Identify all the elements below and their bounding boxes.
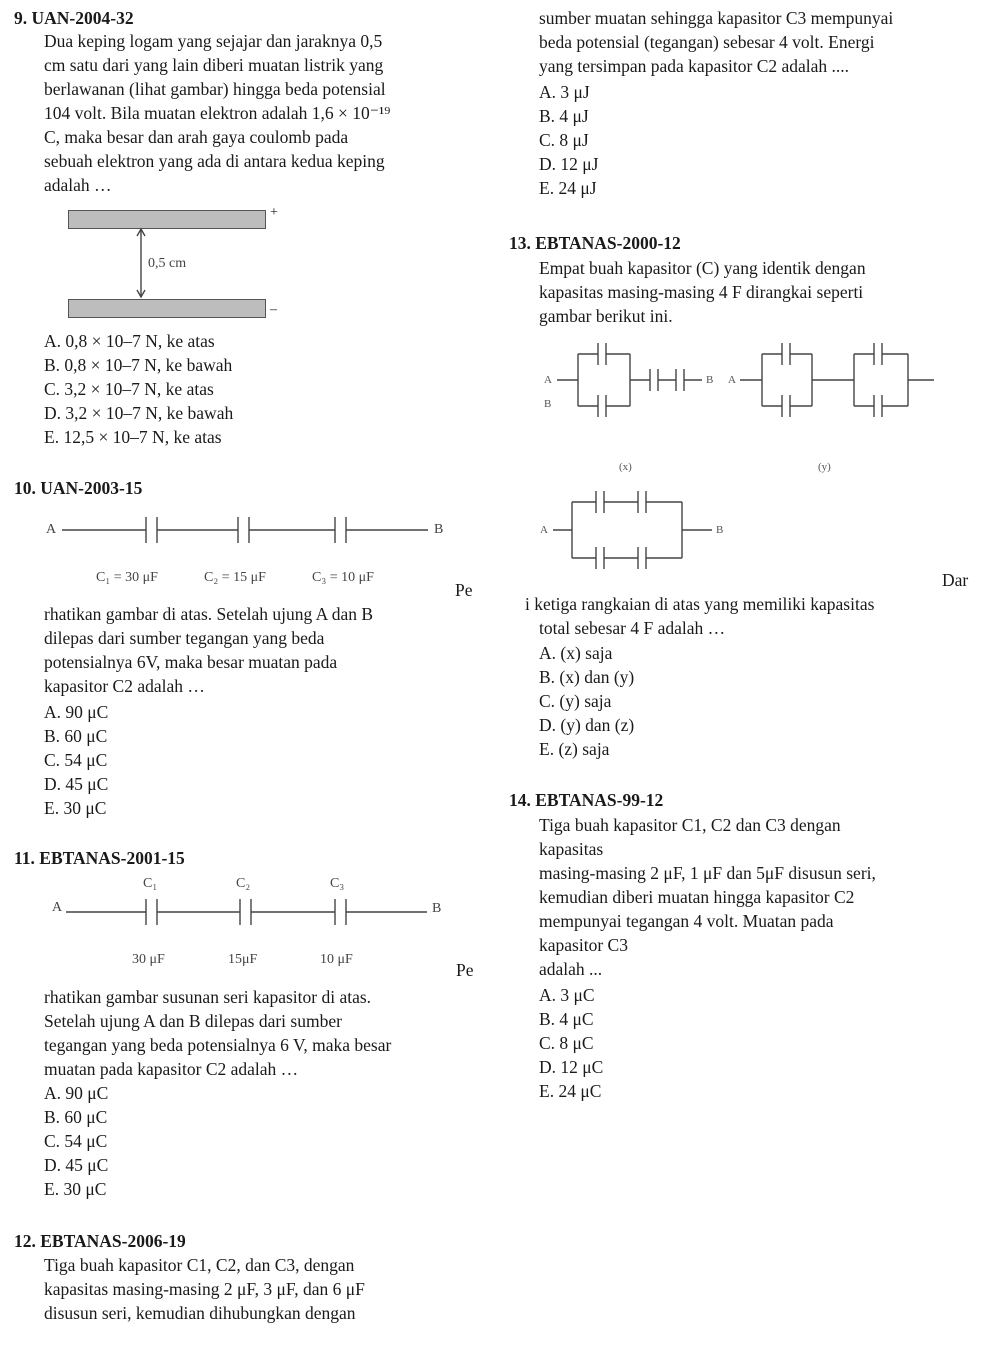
top-plate <box>68 210 266 229</box>
q13-after-line: i ketiga rangkaian di atas yang memiliki kapasitas <box>525 594 875 614</box>
z-terminal-b: B <box>716 524 724 536</box>
q9-line: adalah … <box>44 175 112 195</box>
q13-line: Empat buah kapasitor (C) yang identik dengan <box>539 258 866 278</box>
q9-line: Dua keping logam yang sejajar dan jaraknya 0,5 <box>44 31 383 51</box>
q9-option-e[interactable]: E. 12,5 × 10–7 N, ke atas <box>44 427 222 447</box>
q10-pe: Pe <box>455 580 473 600</box>
q13-dar: Dar <box>942 570 969 590</box>
label-y: (y) <box>818 461 831 473</box>
q14-option-c[interactable]: C. 8 μC <box>539 1033 594 1053</box>
q14-option-b[interactable]: B. 4 μC <box>539 1009 594 1029</box>
q13-after-line: total sebesar 4 F adalah … <box>539 618 726 638</box>
q11-option-c[interactable]: C. 54 μC <box>44 1131 108 1151</box>
q11-pe: Pe <box>456 960 474 980</box>
minus-sign: – <box>270 302 277 317</box>
bottom-plate <box>68 299 266 318</box>
q12-option-d[interactable]: D. 12 μJ <box>539 154 599 174</box>
y-terminal-a: A <box>728 374 736 386</box>
q14-line: kapasitas <box>539 839 604 859</box>
q13-option-c[interactable]: C. (y) saja <box>539 691 612 711</box>
q13-option-d[interactable]: D. (y) dan (z) <box>539 715 635 735</box>
c3-value: 10 μF <box>320 952 353 967</box>
q9-heading: 9. UAN-2004-32 <box>14 8 134 28</box>
q14-line: adalah ... <box>539 959 603 979</box>
x-terminal-a: A <box>544 374 552 386</box>
plus-sign: + <box>270 205 278 220</box>
terminal-b: B <box>432 901 442 916</box>
q11-option-b[interactable]: B. 60 μC <box>44 1107 108 1127</box>
z-terminal-a: A <box>540 524 548 536</box>
q12-line: disusun seri, kemudian dihubungkan dengan <box>44 1303 356 1323</box>
q14-option-a[interactable]: A. 3 μC <box>539 985 595 1005</box>
q13-line: gambar berikut ini. <box>539 306 673 326</box>
q10-option-a[interactable]: A. 90 μC <box>44 702 109 722</box>
q11-option-a[interactable]: A. 90 μC <box>44 1083 109 1103</box>
terminal-a: A <box>52 900 63 915</box>
q14-line: mempunyai tegangan 4 volt. Muatan pada <box>539 911 834 931</box>
label-x: (x) <box>619 461 632 473</box>
q9-option-c[interactable]: C. 3,2 × 10–7 N, ke atas <box>44 379 214 399</box>
q12-line: kapasitas masing-masing 2 μF, 3 μF, dan 6 μF <box>44 1279 365 1299</box>
q9-option-b[interactable]: B. 0,8 × 10–7 N, ke bawah <box>44 355 233 375</box>
q9-line: sebuah elektron yang ada di antara kedua keping <box>44 151 385 171</box>
q9-line: C, maka besar dan arah gaya coulomb pada <box>44 127 349 147</box>
q11-line: muatan pada kapasitor C2 adalah … <box>44 1059 299 1079</box>
q10-option-c[interactable]: C. 54 μC <box>44 750 108 770</box>
q12-option-b[interactable]: B. 4 μJ <box>539 106 589 126</box>
q10-line: kapasitor C2 adalah … <box>44 676 205 696</box>
q12-option-c[interactable]: C. 8 μJ <box>539 130 589 150</box>
q13-option-e[interactable]: E. (z) saja <box>539 739 610 759</box>
distance-label: 0,5 cm <box>148 256 187 271</box>
c2-name: C₂ <box>236 876 251 891</box>
q12-line: Tiga buah kapasitor C1, C2, dan C3, dengan <box>44 1255 355 1275</box>
q14-line: Tiga buah kapasitor C1, C2 dan C3 dengan <box>539 815 841 835</box>
c3-label: C₃ = 10 μF <box>312 570 374 585</box>
q12-cont-line: beda potensial (tegangan) sebesar 4 volt. Energi <box>539 32 875 52</box>
q10-heading: 10. UAN-2003-15 <box>14 478 143 498</box>
q11-option-d[interactable]: D. 45 μC <box>44 1155 109 1175</box>
terminal-b: B <box>434 522 444 537</box>
q9-line: berlawanan (lihat gambar) hingga beda potensial <box>44 79 386 99</box>
x-terminal-b: B <box>706 374 714 386</box>
q14-line: kemudian diberi muatan hingga kapasitor C2 <box>539 887 855 907</box>
q12-option-a[interactable]: A. 3 μJ <box>539 82 590 102</box>
q11-line: tegangan yang beda potensialnya 6 V, maka besar <box>44 1035 392 1055</box>
q9-option-d[interactable]: D. 3,2 × 10–7 N, ke bawah <box>44 403 234 423</box>
q13-option-b[interactable]: B. (x) dan (y) <box>539 667 635 687</box>
q12-heading: 12. EBTANAS-2006-19 <box>14 1231 186 1251</box>
q10-line: potensialnya 6V, maka besar muatan pada <box>44 652 338 672</box>
q9-option-a[interactable]: A. 0,8 × 10–7 N, ke atas <box>44 331 215 351</box>
c2-label: C₂ = 15 μF <box>204 570 266 585</box>
q9-line: cm satu dari yang lain diberi muatan listrik yang <box>44 55 384 75</box>
c2-value: 15μF <box>228 952 258 967</box>
x-terminal-b-left: B <box>544 398 552 410</box>
q10-option-e[interactable]: E. 30 μC <box>44 798 107 818</box>
q12-cont-line: sumber muatan sehingga kapasitor C3 mempunyai <box>539 8 894 28</box>
q14-heading: 14. EBTANAS-99-12 <box>509 790 664 810</box>
q14-line: masing-masing 2 μF, 1 μF dan 5μF disusun seri, <box>539 863 876 883</box>
c3-name: C₃ <box>330 876 345 891</box>
terminal-a: A <box>46 522 57 537</box>
c1-name: C₁ <box>143 876 158 891</box>
q12-option-e[interactable]: E. 24 μJ <box>539 178 597 198</box>
q11-option-e[interactable]: E. 30 μC <box>44 1179 107 1199</box>
q14-option-e[interactable]: E. 24 μC <box>539 1081 602 1101</box>
q13-option-a[interactable]: A. (x) saja <box>539 643 613 663</box>
c1-label: C₁ = 30 μF <box>96 570 158 585</box>
q11-heading: 11. EBTANAS-2001-15 <box>14 848 185 868</box>
q12-cont-line: yang tersimpan pada kapasitor C2 adalah .... <box>539 56 850 76</box>
q14-option-d[interactable]: D. 12 μC <box>539 1057 604 1077</box>
q10-option-d[interactable]: D. 45 μC <box>44 774 109 794</box>
c1-value: 30 μF <box>132 952 165 967</box>
q11-line: Setelah ujung A dan B dilepas dari sumber <box>44 1011 342 1031</box>
q13-line: kapasitas masing-masing 4 F dirangkai seperti <box>539 282 864 302</box>
circuit-z <box>0 0 1 1</box>
q10-line: rhatikan gambar di atas. Setelah ujung A dan B <box>44 604 374 624</box>
q10-line: dilepas dari sumber tegangan yang beda <box>44 628 325 648</box>
q11-line: rhatikan gambar susunan seri kapasitor di atas. <box>44 987 372 1007</box>
q10-option-b[interactable]: B. 60 μC <box>44 726 108 746</box>
q13-heading: 13. EBTANAS-2000-12 <box>509 233 681 253</box>
q14-line: kapasitor C3 <box>539 935 628 955</box>
q9-line: 104 volt. Bila muatan elektron adalah 1,6 × 10⁻¹⁹ <box>44 103 391 123</box>
